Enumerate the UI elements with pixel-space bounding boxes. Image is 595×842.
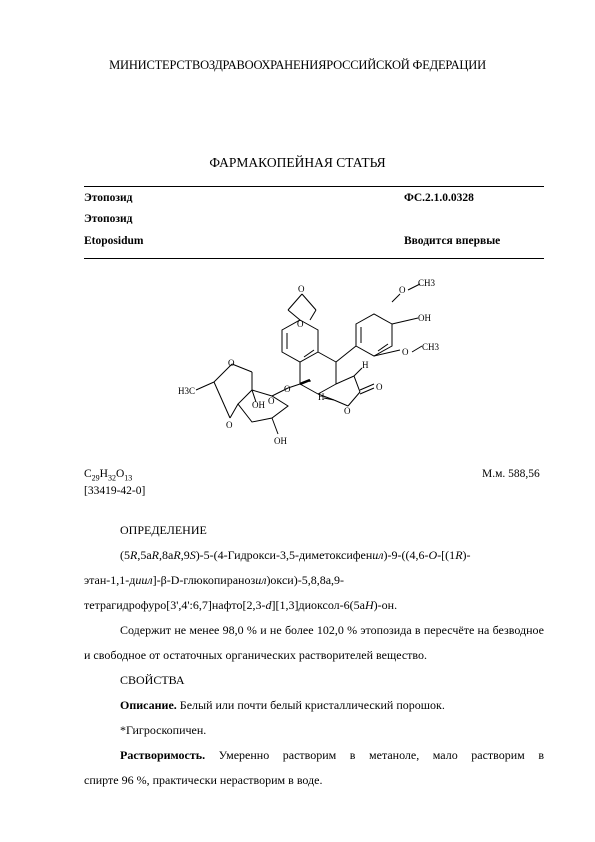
atom-oh-sugar-1: OH (252, 400, 265, 410)
solubility-line-2: спирте 96 %, практически нерастворим в воде. (84, 773, 323, 787)
atom-o-sugar-ring: O (268, 396, 275, 406)
molecular-formula: $C_{29}H_{32}O_{13}$ (84, 468, 133, 483)
definition-line-1: (5R,5aR,8aR,9S)-5-(4-Гидрокси-3,5-диметоксифенил)-9-((4,6-O-[(1R)- (120, 548, 471, 562)
atom-o-glycoside: O (284, 384, 291, 394)
atom-o-methoxy-bottom: O (402, 347, 409, 357)
article-title: ФАРМАКОПЕЙНАЯ СТАТЬЯ (209, 155, 386, 170)
atom-o-lactone-carbonyl: O (376, 382, 383, 392)
header-row-3 (84, 235, 544, 253)
monograph-body (84, 518, 544, 793)
monograph-status: Вводится впервые (404, 235, 501, 247)
atom-o-sugar-2: O (226, 420, 233, 430)
hygroscopic-note: *Гигроскопичен. (120, 723, 207, 737)
ministry-title: МИНИСТЕРСТВОЗДРАВООХРАНЕНИЯРОССИЙСКОЙ ФЕДЕРАЦИИ (109, 58, 486, 72)
atom-o-methoxy-top: O (399, 285, 406, 295)
atom-o-dioxole-bottom: O (297, 319, 304, 329)
definition-line-2: этан-1,1-диил]-β-D-глюкопиранозил)окси)-5,8,8a,9- (84, 573, 345, 587)
definition-line-3: тетрагидрофуро[3',4':6,7]нафто[2,3-d][1,3]диоксол-6(5aH)-он. (84, 598, 398, 612)
monograph-code: ФС.2.1.0.0328 (404, 192, 474, 204)
atom-h3c: H3C (178, 386, 196, 396)
header-row-2 (84, 213, 544, 231)
drug-name-ru-2: Этопозид (84, 213, 133, 225)
atom-h-1: H (318, 392, 325, 402)
properties-heading: СВОЙСТВА (120, 673, 185, 687)
molecular-mass: М.м. 588,56 (482, 468, 540, 480)
solubility-line-1: Растворимость. Умеренно растворим в метаноле, мало растворим в (120, 748, 544, 762)
drug-name-ru: Этопозид (84, 192, 133, 204)
cas-number: [33419-42-0] (84, 485, 146, 497)
header-rule-bottom (84, 258, 544, 259)
atom-h-2: H (362, 360, 369, 370)
atom-ch3-top: CH3 (418, 278, 436, 288)
atom-ch3-bottom: CH3 (422, 342, 440, 352)
atom-o-sugar-1: O (228, 358, 235, 368)
header-rule-top (84, 186, 544, 187)
definition-heading: ОПРЕДЕЛЕНИЕ (120, 523, 207, 537)
description-paragraph: Описание. Белый или почти белый кристаллический порошок. (120, 698, 445, 712)
atom-o-dioxole-top: O (298, 284, 305, 294)
content-paragraph: Содержит не менее 98,0 % и не более 102,0 % этопозида в пересчёте на безводное и свободное от остаточных органических растворителей вещество. (84, 623, 544, 662)
structural-formula (160, 272, 480, 457)
drug-name-latin: Etoposidum (84, 235, 144, 247)
atom-o-lactone-ring: O (344, 406, 351, 416)
atom-oh-phenol: OH (418, 313, 431, 323)
header-row-1 (84, 192, 544, 210)
atom-oh-sugar-2: OH (274, 436, 287, 446)
